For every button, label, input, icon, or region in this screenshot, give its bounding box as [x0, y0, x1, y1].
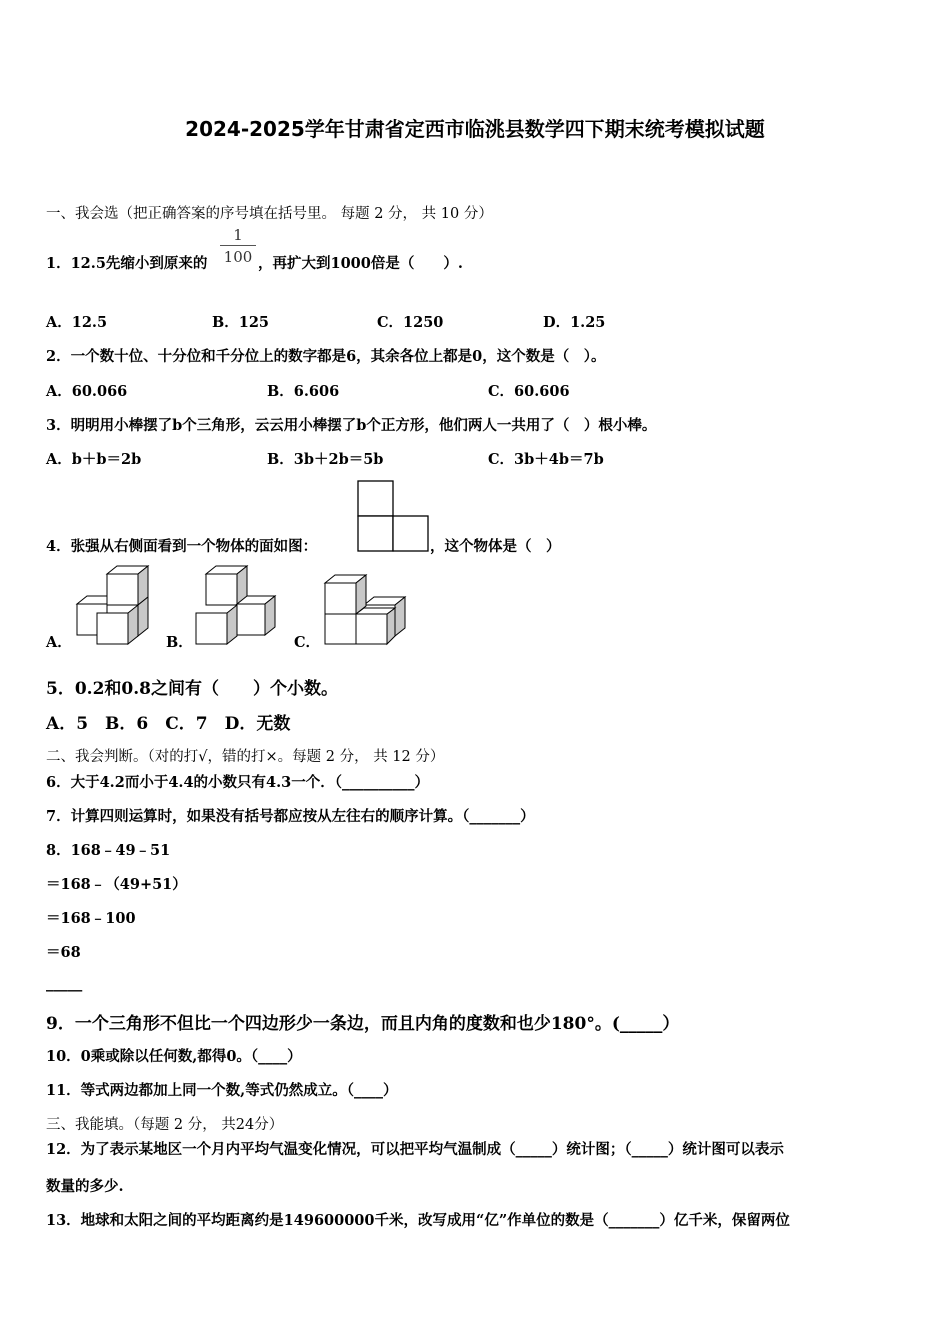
side-view-top-square: [358, 481, 393, 516]
q4-text-pre: 4．张强从右侧面看到一个物体的面如图：: [46, 538, 318, 555]
q8-line-1: 8．168﹣49﹣51: [46, 842, 171, 859]
q3-option-c: C．3b＋4b＝7b: [488, 451, 604, 468]
q8-answer-blank: _____: [46, 975, 83, 992]
q5-text: 5．0.2和0.8之间有（ ）个小数。: [46, 679, 338, 699]
side-view-bottom-right-square: [393, 516, 428, 551]
q13-text: 13．地球和太阳之间的平均距离约是149600000千米，改写成用“亿”作单位的数是（_______）亿千米，保留两位: [46, 1212, 790, 1229]
section-3-heading: 三、我能填。（每题 2 分， 共24分）: [46, 1117, 284, 1133]
q3-text: 3．明明用小棒摆了b个三角形，云云用小棒摆了b个正方形，他们两人一共用了（ ）根小棒。: [46, 417, 657, 434]
q9-text: 9．一个三角形不但比一个四边形少一条边，而且内角的度数和也少180°。(_____）: [46, 1014, 680, 1034]
q7-text: 7．计算四则运算时，如果没有括号都应按从左往右的顺序计算。（_______）: [46, 808, 535, 825]
q4-option-c-cube-figure: [324, 573, 408, 645]
q1-option-a: A．12.5: [46, 314, 108, 331]
section-1-heading: 一、我会选（把正确答案的序号填在括号里。 每题 2 分， 共 10 分）: [46, 206, 493, 222]
q1-fraction: [220, 226, 256, 266]
q3-option-a: A．b＋b＝2b: [46, 451, 142, 468]
q4-text-post: ，这个物体是（ ）: [430, 538, 561, 555]
q2-text: 2．一个数十位、十分位和千分位上的数字都是6，其余各位上都是0，这个数是（ ）。: [46, 348, 606, 365]
q8-line-3: ＝168﹣100: [46, 910, 136, 927]
q4-side-view-figure: [357, 480, 429, 552]
q1-option-c: C．1250: [377, 314, 444, 331]
q1-text-post: ，再扩大到1000倍是（ ）.: [258, 255, 463, 272]
q6-text: 6．大于4.2而小于4.4的小数只有4.3一个．（__________）: [46, 774, 430, 791]
page-title: 2024-2025学年甘肃省定西市临洮县数学四下期末统考模拟试题: [185, 117, 765, 141]
q1-fraction-denominator: 100: [223, 248, 253, 266]
q2-option-c: C．60.606: [488, 383, 570, 400]
q4-option-b-label: B．: [166, 634, 193, 651]
q5-options: A．5 B．6 C．7 D．无数: [46, 714, 291, 734]
q1-text-pre: 1．12.5先缩小到原来的: [46, 255, 208, 272]
q12-line-2: 数量的多少.: [46, 1178, 124, 1195]
q1-fraction-numerator: 1: [233, 226, 243, 244]
q8-line-4: ＝68: [46, 944, 81, 961]
q4-option-a-label: A．: [46, 634, 72, 651]
q1-option-d: D．1.25: [543, 314, 606, 331]
q8-line-2: ＝168﹣（49+51）: [46, 876, 187, 893]
q10-text: 10．0乘或除以任何数,都得0。（____）: [46, 1048, 302, 1065]
q4-option-b-cube-figure: [195, 563, 277, 645]
q11-text: 11．等式两边都加上同一个数,等式仍然成立。（____）: [46, 1082, 398, 1099]
q4-option-c-label: C．: [294, 634, 321, 651]
section-2-heading: 二、我会判断。（对的打√，错的打×。每题 2 分， 共 12 分）: [46, 749, 445, 765]
q1-option-b: B．125: [212, 314, 270, 331]
q4-option-a-cube-figure: [76, 563, 151, 645]
side-view-bottom-left-square: [358, 516, 393, 551]
fraction-bar: [220, 245, 256, 246]
q2-option-a: A．60.066: [46, 383, 128, 400]
q3-option-b: B．3b＋2b＝5b: [267, 451, 384, 468]
q2-option-b: B．6.606: [267, 383, 340, 400]
q12-line-1: 12．为了表示某地区一个月内平均气温变化情况，可以把平均气温制成（_____）统计图；（_____）统计图可以表示: [46, 1141, 784, 1158]
